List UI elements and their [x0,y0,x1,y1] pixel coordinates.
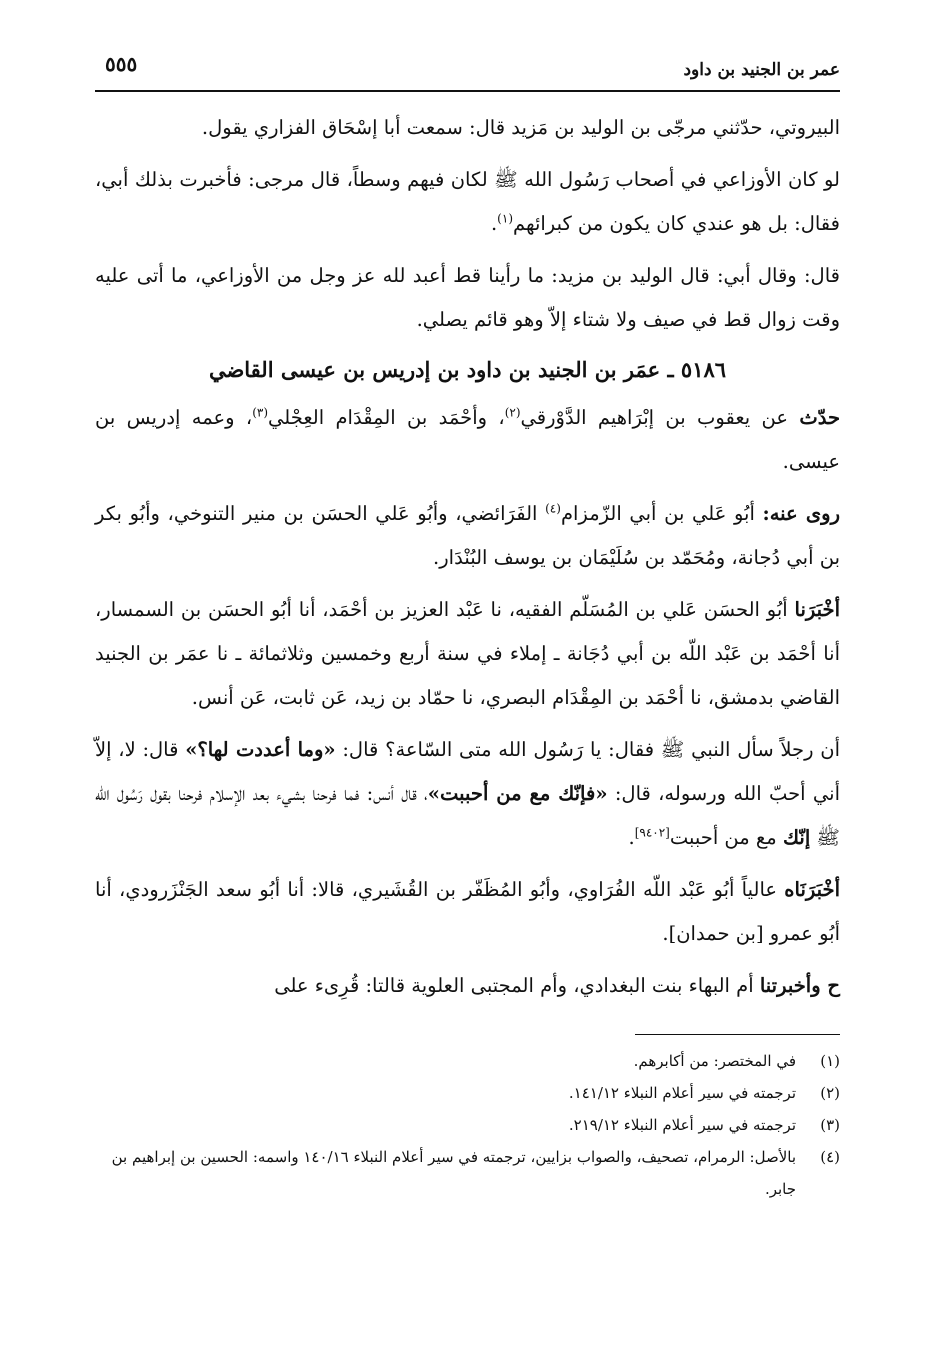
bold-quote: «فإنّك مع من أحببت» [427,782,608,805]
footnote [95,1141,840,1205]
lead-word: روى عنه: [762,502,840,525]
paragraph-text: أبُو عَلي بن أبي الزّمزام [560,502,763,525]
paragraph-text: مع من أحببت [669,826,783,849]
paragraph-text: قال: لا، إلاّ أني أحبّ الله ورسوله، قال: [95,738,841,805]
matn-paragraph [95,728,840,860]
isnad-paragraph-3 [95,964,840,1008]
isnad-paragraph-2 [95,868,840,956]
paragraph-text: أن رجلاً سأل النبي ﷺ فقال: يا رَسُول الله متى السّاعة؟ قال: [335,738,840,761]
book-page [95,50,840,1205]
footnote-number: (٤) [820,1148,840,1166]
footnote-number: (٢) [820,1084,840,1102]
paragraph-text: لو كان الأوزاعي في أصحاب رَسُول الله ﷺ لكان فيهم وسطاً، قال مرجى: فأخبرت بذلك أبي، فقال: بل هو عندي كان يكون من كبرائهم [95,168,840,235]
running-head [95,50,840,92]
paragraph-end: . [490,212,498,235]
paragraph-text: قال: وقال أبي: قال الوليد بن مزيد: ما رأينا قط أعبد لله عز وجل من الأوزاعي، ما أتى عليه وقت زوال قط في صيف ولا شتاء إلاّ وهو قائم يصلي. [95,264,840,331]
footnote [95,1077,840,1109]
paragraph-text: عن يعقوب بن إبْرَاهيم الدَّوْرقي [520,406,800,429]
page-number: ٥٥٥ [105,52,138,76]
paragraph-3 [95,254,840,342]
bold-quote: «وما أعددت لها؟» [185,738,336,761]
lead-word: حدّث [799,406,841,429]
paragraph-text: ، وعمه إدريس بن عيسى. [95,406,840,473]
paragraph-2 [95,158,840,246]
hadith-paragraph [95,396,840,484]
lead-word: ح وأخبرتنا [759,974,840,997]
footnote [95,1109,840,1141]
paragraph-text: أم البهاء بنت البغدادي، وأم المجتبى العلوية قالتا: قُرِىء على [274,974,760,997]
footnote-text: ترجمته في سير أعلام النبلاء ١٤١/١٢. [568,1084,796,1102]
paragraph-text: ، قال أنس: فما فرحنا بشيء بعد الإسلام فرحنا بقول رَسُول الله ﷺ [95,782,840,849]
paragraph-text: البيروتي، حدّثني مرجّى بن الوليد بن مَزيد قال: سمعت أبا إسْحَاق الفزاري يقول. [201,116,840,139]
footnote-number: (٣) [820,1116,840,1134]
footnote [95,1045,840,1077]
narrators-paragraph [95,492,840,580]
footnote-divider [635,1034,840,1035]
paragraph-text: الفَرَائضي، وأبُو عَلي الحسَن بن منير التنوخي، وأبُو بكر بن أبي دُجانة، ومُحَمّد بن سُلَيْمَان بن يوسف البُنْدَار. [95,502,840,569]
isnad-paragraph-1 [95,588,840,720]
footnote-number: (١) [820,1052,840,1070]
hadith-reference: [٩٤٠٢] [634,825,670,840]
paragraph-1 [95,106,840,150]
entry-heading: ٥١٨٦ ـ عمَر بن الجنيد بن داود بن إدريس بن عيسى القاضي [208,357,727,382]
footnote-marker: (٢) [504,405,521,420]
paragraph-end: . [628,826,635,849]
footnote-text: في المختصر: من أكابرهم. [633,1052,796,1070]
paragraph-text: أبُو الحسَن عَلي بن المُسَلّم الفقيه، نا عَبْد العزيز بن أحْمَد، أنا أبُو الحسَن بن السمسار، أنا أحْمَد بن عَبْد اللّه بن أبي دُجَانة ـ إملاء في سنة أربع وخمسين وثلاثمائة ـ نا عمَر بن الجنيد القاضي بدمشق، نا أحْمَد بن المِقْدَام البصري، نا حمّاد بن زيد، عَن ثابت، عَن أنس. [95,598,840,709]
footnote-text: بالأصل: الرمرام، تصحيف، والصواب بزايين، ترجمته في سير أعلام النبلاء ١٤٠/١٦ واسمه: الحسين بن إبراهيم بن جابر. [111,1148,796,1198]
lead-word: أخْبَرَنَاه [784,878,840,901]
footnote-marker: (١) [497,211,513,226]
lead-word: أخْبَرَنا [794,598,840,621]
bold-quote: إنّك [782,826,811,849]
footnote-text: ترجمته في سير أعلام النبلاء ٢١٩/١٢. [568,1116,796,1134]
footnote-marker: (٣) [252,405,269,420]
footnotes [95,1045,840,1205]
footnote-marker: (٤) [545,501,561,516]
paragraph-text: ، وأحْمَد بن المِقْدَام العِجْلي [268,406,505,429]
paragraph-text: عالياً أبُو عَبْد اللّه الفُرَاوي، وأبُو المُظَفّر بن القُشَيري، قالا: أنا أبُو سعد الجَنْزَرودي، أنا أبُو عمرو [بن حمدان]. [95,878,840,945]
main-text [95,106,840,1008]
running-title: عمر بن الجنيد بن داود [683,60,840,80]
